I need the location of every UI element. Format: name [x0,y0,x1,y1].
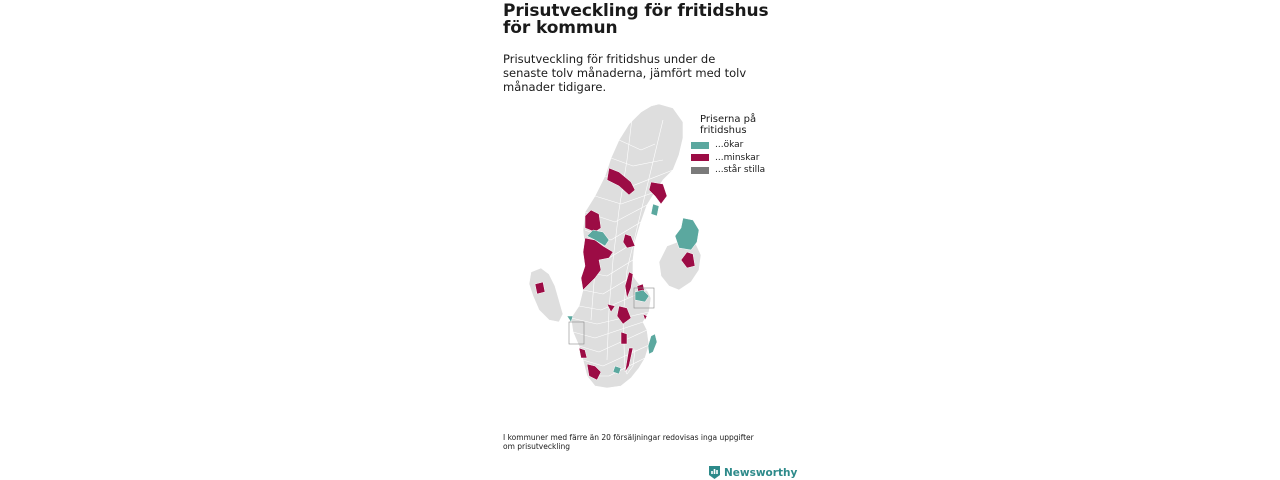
sweden-municipality-map [523,100,713,395]
region-increase [648,334,657,354]
legend-label: ...minskar [715,152,760,163]
legend-swatch-decrease [691,154,709,161]
legend-title: Priserna på fritidshus [700,114,757,136]
legend-swatch-unchanged [691,167,709,174]
legend-swatch-increase [691,142,709,149]
brand-logo[interactable] [709,466,797,479]
legend-item-increase [691,139,781,151]
newsworthy-logo-icon [709,466,720,479]
legend-label: ...ökar [715,140,744,150]
norway-area [529,268,563,322]
map-base [529,104,701,388]
brand-name: Newsworthy [724,466,798,479]
map-legend [691,114,781,177]
legend-label: ...står stilla [715,165,766,175]
region-decrease [535,282,545,294]
chart-title: Prisutveckling för fritidshus för kommun [503,1,769,38]
legend-item-unchanged [691,164,781,176]
region-decrease [649,182,667,204]
footnote: I kommuner med färre än 20 försäljningar redovisas inga uppgifter om prisutveckling [503,433,754,451]
region-increase [651,204,659,216]
region-decrease [621,332,627,344]
legend-item-decrease [691,152,781,164]
chart-subtitle: Prisutveckling för fritidshus under de senaste tolv månaderna, jämfört med tolv månader tidigare. [503,52,747,94]
